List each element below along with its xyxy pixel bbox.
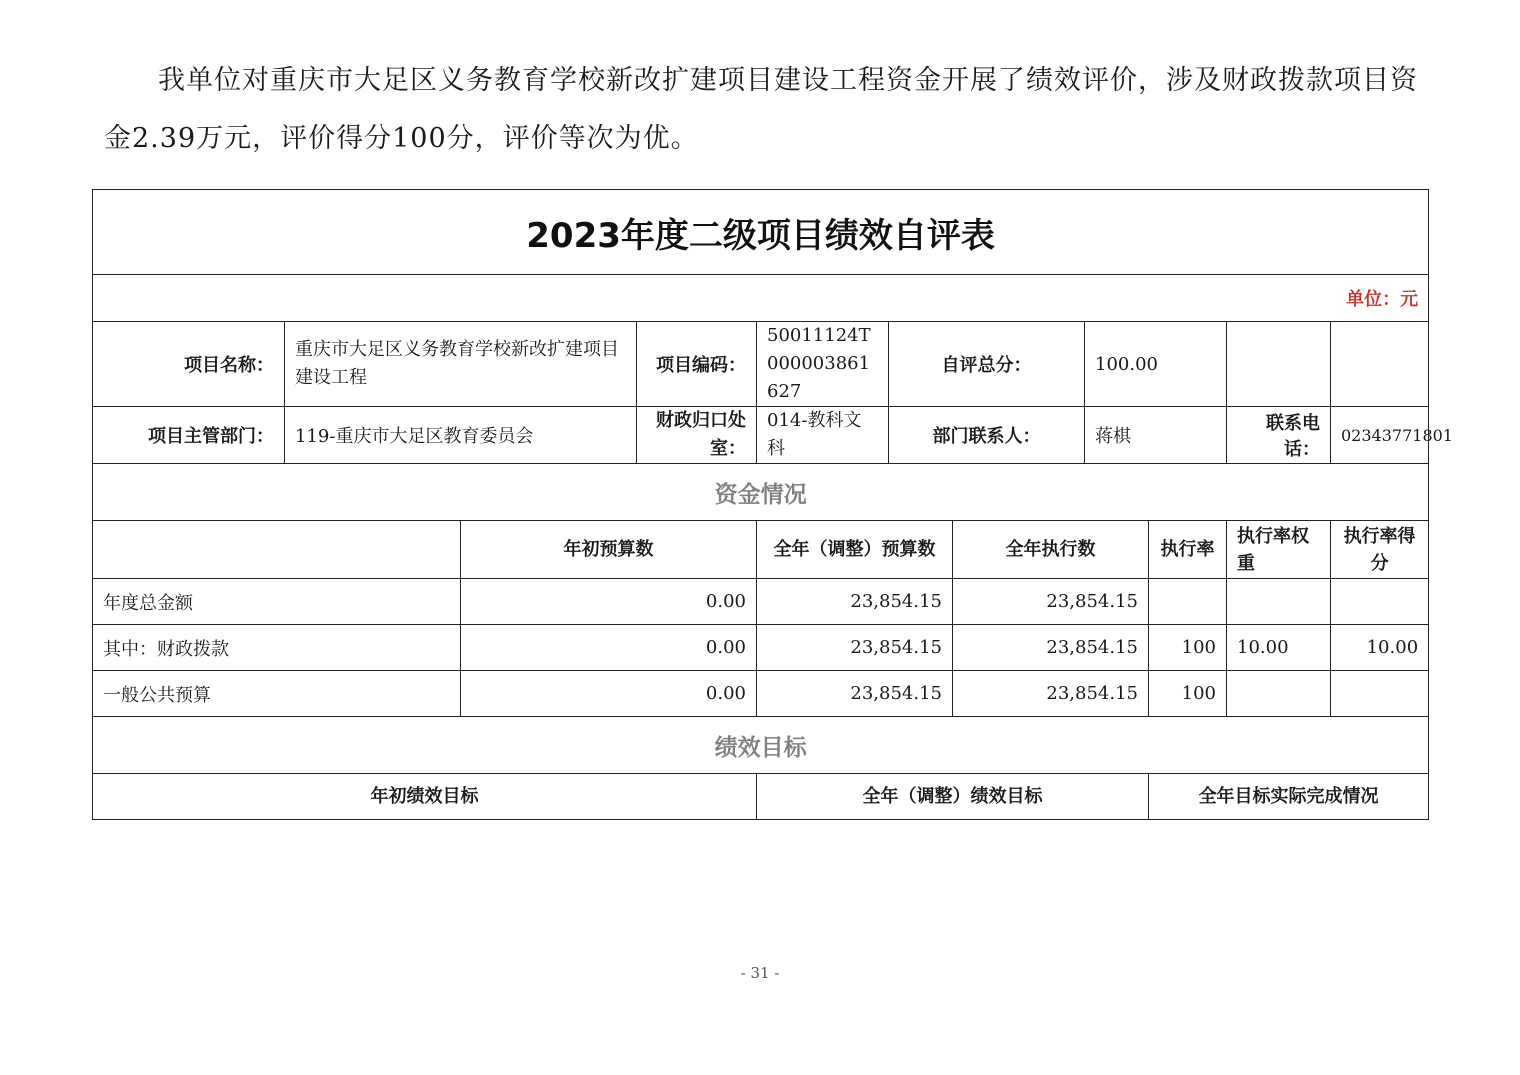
funds-row-rate: 100 xyxy=(1149,671,1227,717)
project-name-value: 重庆市大足区义务教育学校新改扩建项目建设工程 xyxy=(285,322,637,407)
empty-cell xyxy=(1331,322,1429,407)
project-name-label: 项目名称： xyxy=(93,322,285,407)
funds-header-name xyxy=(93,521,461,579)
funds-row-executed: 23,854.15 xyxy=(953,625,1149,671)
funds-section-title: 资金情况 xyxy=(93,464,1429,521)
table-row xyxy=(93,671,1429,717)
funds-header-adjusted: 全年（调整）预算数 xyxy=(757,521,953,579)
funds-row-name: 一般公共预算 xyxy=(93,671,461,717)
funds-header-rate: 执行率 xyxy=(1149,521,1227,579)
funds-header-score: 执行率得分 xyxy=(1331,521,1429,579)
performance-table xyxy=(92,189,1453,820)
finance-office-value: 014-教科文科 xyxy=(757,407,889,464)
phone-value: 02343771801 xyxy=(1331,407,1429,464)
project-code-value: 50011124T000003861627 xyxy=(757,322,889,407)
funds-header-weight: 执行率权重 xyxy=(1227,521,1331,579)
funds-row-name: 其中：财政拨款 xyxy=(93,625,461,671)
funds-row-score: 10.00 xyxy=(1331,625,1429,671)
unit-label: 单位：元 xyxy=(93,275,1429,322)
goals-header-actual: 全年目标实际完成情况 xyxy=(1149,774,1429,820)
funds-row-executed: 23,854.15 xyxy=(953,671,1149,717)
funds-row-initial: 0.00 xyxy=(461,671,757,717)
funds-header-executed: 全年执行数 xyxy=(953,521,1149,579)
funds-row-initial: 0.00 xyxy=(461,579,757,625)
funds-row-rate xyxy=(1149,579,1227,625)
funds-row-weight xyxy=(1227,671,1331,717)
page-number: - 31 - xyxy=(740,964,780,982)
funds-row-weight: 10.00 xyxy=(1227,625,1331,671)
funds-row-score xyxy=(1331,671,1429,717)
funds-row-adjusted: 23,854.15 xyxy=(757,579,953,625)
funds-row-rate: 100 xyxy=(1149,625,1227,671)
goals-header-adjusted: 全年（调整）绩效目标 xyxy=(757,774,1149,820)
intro-paragraph: 我单位对重庆市大足区义务教育学校新改扩建项目建设工程资金开展了绩效评价，涉及财政拨款项目资金2.39万元，评价得分100分，评价等次为优。 xyxy=(104,65,1418,154)
table-row xyxy=(93,579,1429,625)
funds-row-executed: 23,854.15 xyxy=(953,579,1149,625)
goals-header-initial: 年初绩效目标 xyxy=(93,774,757,820)
funds-row-weight xyxy=(1227,579,1331,625)
contact-value: 蒋棋 xyxy=(1085,407,1227,464)
funds-row-adjusted: 23,854.15 xyxy=(757,671,953,717)
funds-row-initial: 0.00 xyxy=(461,625,757,671)
project-code-label: 项目编码： xyxy=(637,322,757,407)
dept-value: 119-重庆市大足区教育委员会 xyxy=(285,407,637,464)
score-label: 自评总分： xyxy=(889,322,1085,407)
empty-cell xyxy=(1227,322,1331,407)
score-value: 100.00 xyxy=(1085,322,1227,407)
dept-label: 项目主管部门： xyxy=(93,407,285,464)
funds-row-name: 年度总金额 xyxy=(93,579,461,625)
phone-label: 联系电话： xyxy=(1227,407,1331,464)
goals-section-title: 绩效目标 xyxy=(93,717,1429,774)
funds-row-adjusted: 23,854.15 xyxy=(757,625,953,671)
table-row xyxy=(93,625,1429,671)
finance-office-label: 财政归口处室： xyxy=(637,407,757,464)
table-title: 2023年度二级项目绩效自评表 xyxy=(93,190,1429,275)
funds-row-score xyxy=(1331,579,1429,625)
contact-label: 部门联系人： xyxy=(889,407,1085,464)
funds-header-initial: 年初预算数 xyxy=(461,521,757,579)
